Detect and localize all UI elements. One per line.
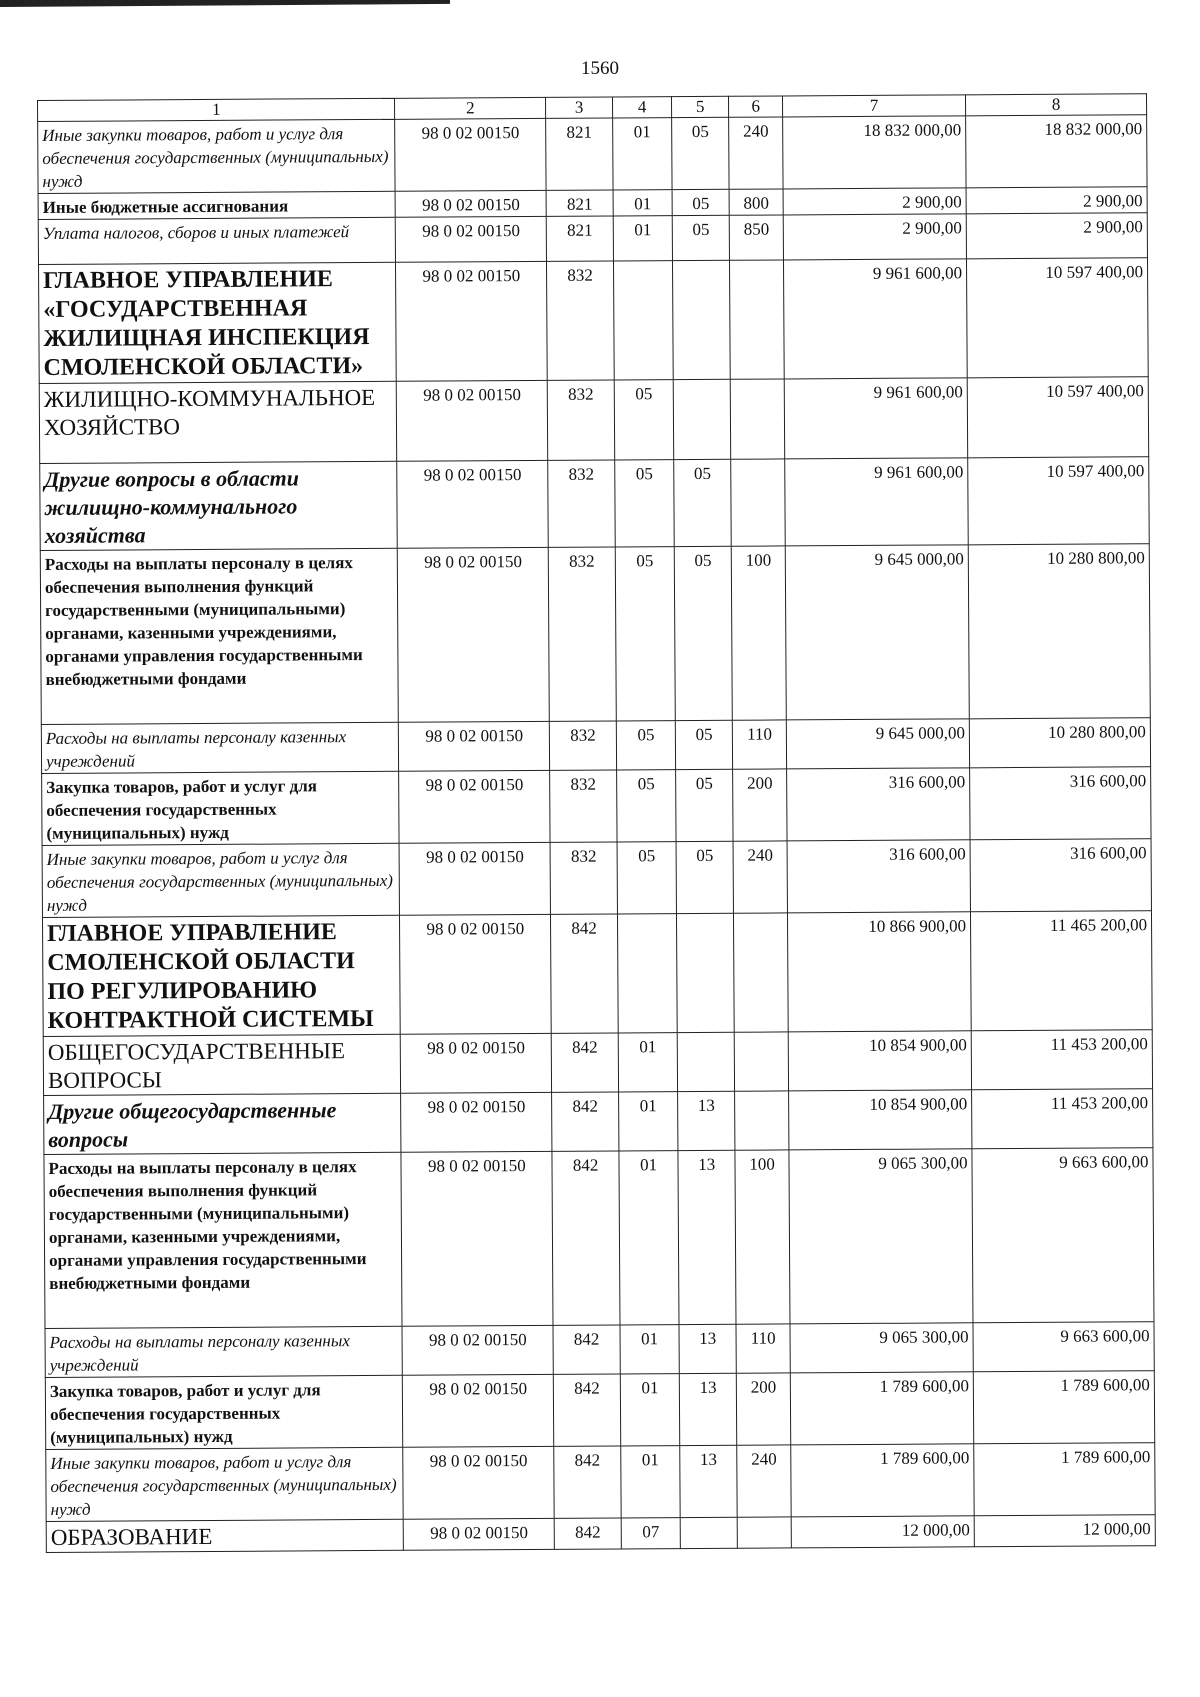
csr-code-cell: 98 0 02 00150: [401, 1092, 552, 1152]
row-name-cell: ГЛАВНОЕ УПРАВЛЕНИЕ «ГОСУДАРСТВЕННАЯ ЖИЛИЩНАЯ ИНСПЕКЦИЯ СМОЛЕНСКОЙ ОБЛАСТИ»: [39, 262, 397, 383]
amount-year1-cell: 2 900,00: [783, 214, 966, 260]
grbs-code-cell: 821: [546, 216, 613, 261]
amount-year2-cell: 1 789 600,00: [973, 1371, 1154, 1444]
grbs-code-cell: 832: [548, 460, 615, 547]
table-row: [40, 457, 1150, 551]
amount-year1-cell: 9 961 600,00: [785, 458, 969, 546]
header-cell: 1: [38, 98, 396, 121]
table-row: [41, 718, 1150, 774]
section-code-cell: 01: [621, 1446, 681, 1518]
expense-type-code-cell: [730, 260, 785, 379]
subsection-code-cell: [673, 379, 731, 459]
header-cell: 7: [783, 95, 966, 117]
csr-code-cell: 98 0 02 00150: [396, 216, 547, 262]
grbs-code-cell: 832: [548, 547, 616, 721]
csr-code-cell: 98 0 02 00150: [398, 547, 550, 722]
expense-type-code-cell: 200: [733, 769, 787, 841]
amount-year1-cell: 9 961 600,00: [784, 378, 968, 459]
section-code-cell: 05: [617, 842, 677, 914]
table-row: [39, 377, 1148, 464]
amount-year1-cell: 9 645 000,00: [785, 545, 969, 720]
grbs-code-cell: 821: [546, 118, 613, 190]
grbs-code-cell: 842: [553, 1374, 620, 1446]
amount-year1-cell: 9 645 000,00: [786, 719, 969, 769]
section-code-cell: 05: [617, 770, 677, 842]
grbs-code-cell: 842: [554, 1518, 621, 1549]
grbs-code-cell: 832: [547, 380, 614, 460]
header-cell: 3: [546, 97, 613, 118]
amount-year2-cell: 11 465 200,00: [971, 911, 1153, 1031]
table-row: [45, 1371, 1154, 1450]
amount-year1-cell: 2 900,00: [783, 188, 966, 215]
csr-code-cell: 98 0 02 00150: [396, 261, 547, 381]
section-code-cell: 05: [615, 547, 675, 721]
row-name-cell: Расходы на выплаты персоналу в целях обеспечения выполнения функций государственными (муниципальными) органами, казенными учреждениями, органами управления государственными внебюджетными фондами: [40, 548, 399, 724]
csr-code-cell: 98 0 02 00150: [401, 1151, 553, 1326]
amount-year1-cell: 10 854 900,00: [788, 1031, 971, 1091]
amount-year1-cell: 9 065 300,00: [790, 1323, 973, 1373]
header-cell: 8: [966, 94, 1147, 116]
csr-code-cell: 98 0 02 00150: [402, 1325, 553, 1375]
subsection-code-cell: [677, 1032, 734, 1091]
budget-table: [37, 93, 1156, 1553]
grbs-code-cell: 842: [552, 1092, 619, 1151]
grbs-code-cell: 842: [551, 914, 618, 1033]
subsection-code-cell: 05: [672, 215, 729, 260]
csr-code-cell: 98 0 02 00150: [397, 460, 548, 548]
row-name-cell: ЖИЛИЩНО-КОММУНАЛЬНОЕ ХОЗЯЙСТВО: [39, 381, 397, 463]
section-code-cell: 01: [613, 118, 673, 190]
scan-top-edge-line: [0, 0, 450, 7]
amount-year1-cell: 1 789 600,00: [791, 1444, 974, 1517]
amount-year2-cell: 11 453 200,00: [972, 1089, 1153, 1149]
section-code-cell: 01: [619, 1092, 679, 1151]
expense-type-code-cell: [731, 459, 785, 546]
section-code-cell: 01: [613, 216, 672, 261]
section-code-cell: 05: [616, 721, 676, 770]
csr-code-cell: 98 0 02 00150: [400, 842, 551, 915]
section-code-cell: 01: [620, 1325, 680, 1374]
amount-year1-cell: 1 789 600,00: [790, 1372, 973, 1445]
table-row: [38, 115, 1147, 194]
expense-type-code-cell: 110: [733, 720, 787, 769]
expense-type-code-cell: 100: [735, 1150, 790, 1324]
header-cell: 5: [672, 96, 729, 117]
amount-year1-cell: 316 600,00: [787, 768, 970, 841]
subsection-code-cell: 05: [674, 546, 732, 720]
row-name-cell: Иные закупки товаров, работ и услуг для обеспечения государственных (муниципальных) нужд: [38, 119, 396, 193]
csr-code-cell: 98 0 02 00150: [403, 1374, 554, 1447]
row-name-cell: Другие вопросы в области жилищно-коммунального хозяйства: [40, 461, 398, 550]
section-code-cell: 05: [615, 460, 675, 547]
row-name-cell: ГЛАВНОЕ УПРАВЛЕНИЕ СМОЛЕНСКОЙ ОБЛАСТИ ПО РЕГУЛИРОВАНИЮ КОНТРАКТНОЙ СИСТЕМЫ: [42, 915, 400, 1036]
expense-type-code-cell: 240: [737, 1445, 791, 1517]
row-name-cell: Закупка товаров, работ и услуг для обеспечения государственных (муниципальных) нужд: [42, 771, 400, 845]
row-name-cell: Другие общегосударственные вопросы: [44, 1093, 402, 1154]
page-number: 1560: [581, 58, 619, 79]
grbs-code-cell: 832: [549, 721, 616, 770]
amount-year2-cell: 10 280 800,00: [968, 544, 1150, 719]
amount-year1-cell: 316 600,00: [787, 840, 970, 913]
subsection-code-cell: 05: [676, 769, 734, 841]
amount-year2-cell: 18 832 000,00: [966, 115, 1147, 188]
amount-year1-cell: 9 065 300,00: [789, 1149, 973, 1324]
amount-year1-cell: 10 866 900,00: [788, 912, 972, 1032]
row-name-cell: Иные закупки товаров, работ и услуг для обеспечения государственных (муниципальных) нужд: [42, 843, 400, 917]
row-name-cell: Закупка товаров, работ и услуг для обеспечения государственных (муниципальных) нужд: [45, 1375, 403, 1449]
expense-type-code-cell: 110: [736, 1324, 790, 1373]
section-code-cell: 07: [621, 1518, 680, 1549]
table-row: [38, 213, 1147, 265]
subsection-code-cell: 05: [672, 117, 730, 189]
table-row: [45, 1322, 1154, 1378]
expense-type-code-cell: 200: [736, 1373, 790, 1445]
amount-year2-cell: 316 600,00: [970, 767, 1151, 840]
table-row: [43, 1030, 1152, 1096]
expense-type-code-cell: [735, 1091, 789, 1150]
amount-year2-cell: 2 900,00: [966, 187, 1147, 214]
grbs-code-cell: 842: [553, 1325, 620, 1374]
amount-year2-cell: 11 453 200,00: [971, 1030, 1152, 1090]
table-body: [38, 115, 1156, 1553]
csr-code-cell: 98 0 02 00150: [396, 190, 547, 217]
section-code-cell: 05: [614, 380, 674, 460]
grbs-code-cell: 832: [550, 842, 617, 914]
table-row: [44, 1148, 1154, 1329]
table-row: [42, 767, 1151, 846]
amount-year2-cell: 10 597 400,00: [967, 258, 1149, 378]
header-cell: 2: [395, 97, 546, 119]
amount-year1-cell: 18 832 000,00: [783, 116, 966, 189]
csr-code-cell: 98 0 02 00150: [400, 914, 551, 1034]
amount-year2-cell: 316 600,00: [970, 839, 1151, 912]
csr-code-cell: 98 0 02 00150: [403, 1446, 554, 1519]
amount-year1-cell: 9 961 600,00: [784, 259, 968, 379]
table-row: [42, 839, 1151, 918]
section-code-cell: [613, 261, 673, 380]
subsection-code-cell: [673, 260, 731, 379]
row-name-cell: Расходы на выплаты персоналу казенных учреждений: [41, 722, 399, 773]
expense-type-code-cell: [734, 913, 789, 1032]
expense-type-code-cell: 800: [729, 189, 783, 215]
grbs-code-cell: 842: [554, 1446, 621, 1518]
csr-code-cell: 98 0 02 00150: [395, 118, 546, 191]
subsection-code-cell: 13: [678, 1091, 735, 1150]
expense-type-code-cell: 240: [733, 841, 787, 913]
section-code-cell: [617, 914, 677, 1033]
amount-year2-cell: 2 900,00: [966, 213, 1147, 259]
header-cell: 4: [612, 97, 671, 118]
header-cell: 6: [729, 96, 783, 117]
amount-year2-cell: 1 789 600,00: [974, 1443, 1155, 1516]
table-row: [40, 544, 1150, 725]
subsection-code-cell: 13: [680, 1445, 738, 1517]
csr-code-cell: 98 0 02 00150: [399, 721, 550, 771]
subsection-code-cell: 13: [678, 1150, 736, 1324]
row-name-cell: Иные закупки товаров, работ и услуг для обеспечения государственных (муниципальных) нужд: [46, 1447, 404, 1521]
expense-type-code-cell: [730, 379, 784, 459]
subsection-code-cell: [677, 913, 735, 1032]
grbs-code-cell: 842: [551, 1033, 618, 1092]
amount-year2-cell: 10 597 400,00: [967, 377, 1148, 458]
subsection-code-cell: 05: [675, 720, 732, 769]
expense-type-code-cell: 100: [731, 546, 786, 720]
grbs-code-cell: 832: [547, 261, 614, 380]
csr-code-cell: 98 0 02 00150: [401, 1033, 552, 1093]
section-code-cell: 01: [613, 190, 672, 216]
subsection-code-cell: 05: [672, 189, 729, 215]
table-row: [42, 911, 1152, 1037]
row-name-cell: Уплата налогов, сборов и иных платежей: [38, 217, 396, 264]
subsection-code-cell: 05: [676, 841, 734, 913]
amount-year2-cell: 9 663 600,00: [973, 1322, 1154, 1372]
subsection-code-cell: 13: [679, 1373, 737, 1445]
amount-year2-cell: 12 000,00: [974, 1515, 1155, 1547]
expense-type-code-cell: 850: [729, 215, 783, 260]
table-row: [46, 1443, 1155, 1522]
grbs-code-cell: 821: [546, 190, 613, 216]
expense-type-code-cell: [737, 1517, 791, 1548]
subsection-code-cell: 13: [679, 1324, 736, 1373]
table-row: [39, 258, 1149, 384]
section-code-cell: 01: [620, 1374, 680, 1446]
row-name-cell: ОБРАЗОВАНИЕ: [46, 1519, 404, 1552]
section-code-cell: 01: [618, 1033, 678, 1092]
amount-year2-cell: 9 663 600,00: [972, 1148, 1154, 1323]
amount-year1-cell: 12 000,00: [791, 1516, 974, 1548]
expense-type-code-cell: [734, 1032, 788, 1091]
amount-year2-cell: 10 280 800,00: [969, 718, 1150, 768]
subsection-code-cell: 05: [674, 459, 732, 546]
amount-year1-cell: 10 854 900,00: [789, 1090, 972, 1150]
csr-code-cell: 98 0 02 00150: [397, 380, 548, 461]
grbs-code-cell: 832: [550, 770, 617, 842]
subsection-code-cell: [680, 1517, 737, 1548]
grbs-code-cell: 842: [552, 1151, 620, 1325]
table-row: [46, 1515, 1155, 1553]
csr-code-cell: 98 0 02 00150: [404, 1518, 555, 1550]
row-name-cell: Иные бюджетные ассигнования: [38, 191, 396, 219]
amount-year2-cell: 10 597 400,00: [968, 457, 1149, 545]
row-name-cell: Расходы на выплаты персоналу в целях обеспечения выполнения функций государственными (муниципальными) органами, казенными учреждениями, органами управления государственными внебюджетными фондами: [44, 1152, 403, 1328]
row-name-cell: Расходы на выплаты персоналу казенных учреждений: [45, 1326, 403, 1377]
csr-code-cell: 98 0 02 00150: [399, 770, 550, 843]
expense-type-code-cell: 240: [729, 117, 783, 189]
row-name-cell: ОБЩЕГОСУДАРСТВЕННЫЕ ВОПРОСЫ: [43, 1034, 401, 1095]
section-code-cell: 01: [619, 1151, 679, 1325]
table-row: [44, 1089, 1153, 1155]
